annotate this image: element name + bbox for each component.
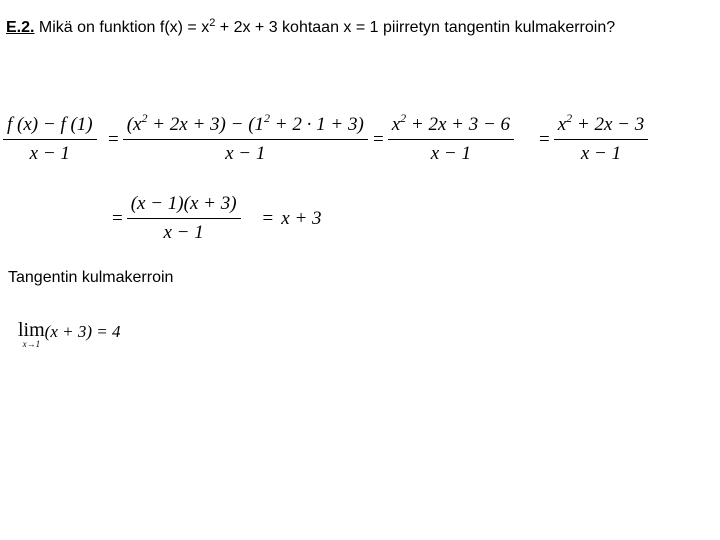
result-expression: x + 3 bbox=[281, 207, 322, 229]
task-label: E.2. bbox=[6, 19, 35, 36]
limit-word: lim bbox=[18, 319, 45, 341]
numerator-part: x bbox=[391, 114, 401, 135]
exponent: 2 bbox=[264, 111, 271, 125]
fraction-reduced bbox=[554, 111, 649, 165]
exponent: 2 bbox=[141, 111, 148, 125]
denominator: x − 1 bbox=[163, 222, 204, 243]
denominator: x − 1 bbox=[430, 143, 472, 164]
numerator: (x − 1)(x + 3) bbox=[130, 193, 237, 214]
limit-operator bbox=[18, 320, 45, 349]
equals-sign: = bbox=[108, 128, 119, 150]
fraction-difference-quotient bbox=[3, 114, 97, 165]
equals-sign: = bbox=[373, 128, 384, 150]
limit-body: (x + 3) = 4 bbox=[44, 322, 121, 341]
task-text-end: + 2x + 3 kohtaan x = 1 piirretyn tangentin kulmakerroin? bbox=[215, 19, 616, 36]
task-exponent: 2 bbox=[209, 17, 216, 29]
numerator-part: x bbox=[557, 114, 567, 135]
numerator-part: + 2x + 3 − 6 bbox=[406, 114, 511, 135]
reduced-quotient bbox=[535, 111, 648, 165]
expanded-quotient bbox=[104, 111, 368, 165]
numerator bbox=[554, 111, 649, 139]
tangent-slope-label: Tangentin kulmakerroin bbox=[8, 269, 174, 286]
denominator: x − 1 bbox=[29, 143, 70, 164]
numerator bbox=[123, 111, 368, 139]
numerator-part: + 2 · 1 + 3) bbox=[270, 114, 364, 135]
numerator: f (x) − f (1) bbox=[7, 114, 93, 135]
numerator bbox=[388, 111, 514, 139]
task-title bbox=[6, 19, 615, 37]
task-text-start: Mikä on funktion f(x) = x bbox=[34, 19, 210, 36]
numerator-part: + 2x + 3) − (1 bbox=[147, 114, 265, 135]
fraction-expanded bbox=[123, 111, 368, 165]
limit-expression bbox=[18, 320, 120, 349]
exponent: 2 bbox=[566, 111, 573, 125]
equals-sign: = bbox=[262, 207, 274, 229]
numerator-part: + 2x − 3 bbox=[572, 114, 645, 135]
difference-quotient bbox=[3, 114, 97, 165]
limit-subscript: x→1 bbox=[22, 339, 41, 349]
simplified-quotient bbox=[369, 111, 514, 165]
factored-quotient bbox=[108, 193, 326, 244]
denominator: x − 1 bbox=[225, 143, 266, 164]
fraction-factored bbox=[127, 193, 241, 244]
numerator-part: (x bbox=[126, 114, 142, 135]
fraction-simplified bbox=[388, 111, 514, 165]
exponent: 2 bbox=[400, 111, 407, 125]
denominator: x − 1 bbox=[580, 143, 622, 164]
equals-sign: = bbox=[539, 128, 550, 150]
equals-sign: = bbox=[112, 207, 123, 229]
